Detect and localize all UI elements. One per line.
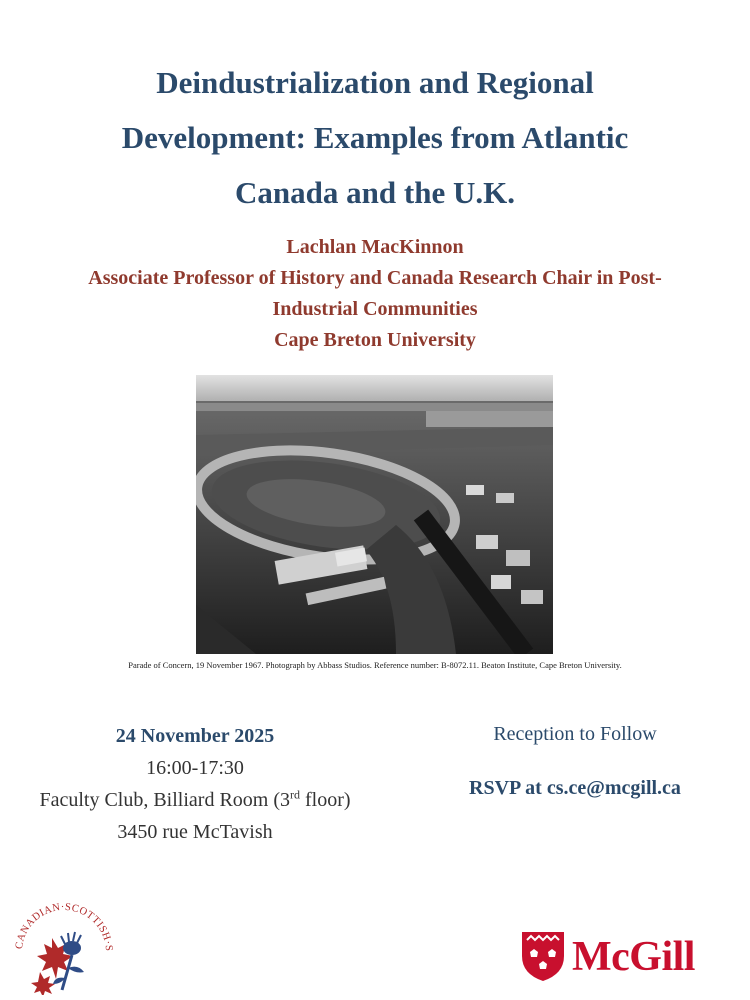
speaker-role-line-2: Industrial Communities (272, 298, 478, 320)
title-line-1: Deindustrialization and Regional (156, 65, 594, 100)
photo-caption: Parade of Concern, 19 November 1967. Photograph by Abbass Studios. Reference number: B-8072.11. Beaton Institute, Cape Breton University. (128, 660, 622, 670)
svg-text:CANADIAN·SCOTTISH·STUDIES (10, 890, 114, 952)
speaker-affiliation: Cape Breton University (274, 329, 476, 351)
rsvp-link[interactable]: RSVP at cs.ce@mcgill.ca (469, 777, 681, 799)
event-address: 3450 rue McTavish (117, 821, 273, 843)
aerial-photo-illustration (196, 375, 553, 654)
venue-text-before: Faculty Club, Billiard Room (3 (39, 789, 290, 811)
venue-ordinal-suffix: rd (290, 787, 300, 802)
speaker-name: Lachlan MacKinnon (286, 236, 464, 258)
event-venue (10, 784, 380, 816)
event-date: 24 November 2025 (115, 725, 275, 747)
thistle-maple-emblem-icon (10, 890, 120, 995)
venue-text-after: floor) (300, 789, 351, 811)
canadian-scottish-studies-logo (10, 890, 120, 995)
reception-rsvp-block (430, 718, 720, 804)
title-line-3: Canada and the U.K. (235, 175, 515, 210)
logo-ring-text: CANADIAN·SCOTTISH·S (14, 901, 115, 952)
mcgill-logo (520, 930, 725, 985)
historic-aerial-photo (196, 375, 553, 654)
event-time: 16:00-17:30 (146, 757, 244, 779)
speaker-block (10, 232, 740, 356)
poster-title (20, 55, 730, 220)
title-line-2: Development: Examples from Atlantic (121, 120, 629, 155)
event-details (10, 720, 380, 848)
speaker-role-line-1: Associate Professor of History and Canada Research Chair in Post- (88, 267, 662, 289)
mcgill-wordmark: McGill (572, 934, 695, 980)
mcgill-crest-icon (520, 930, 566, 982)
reception-note: Reception to Follow (493, 723, 657, 745)
